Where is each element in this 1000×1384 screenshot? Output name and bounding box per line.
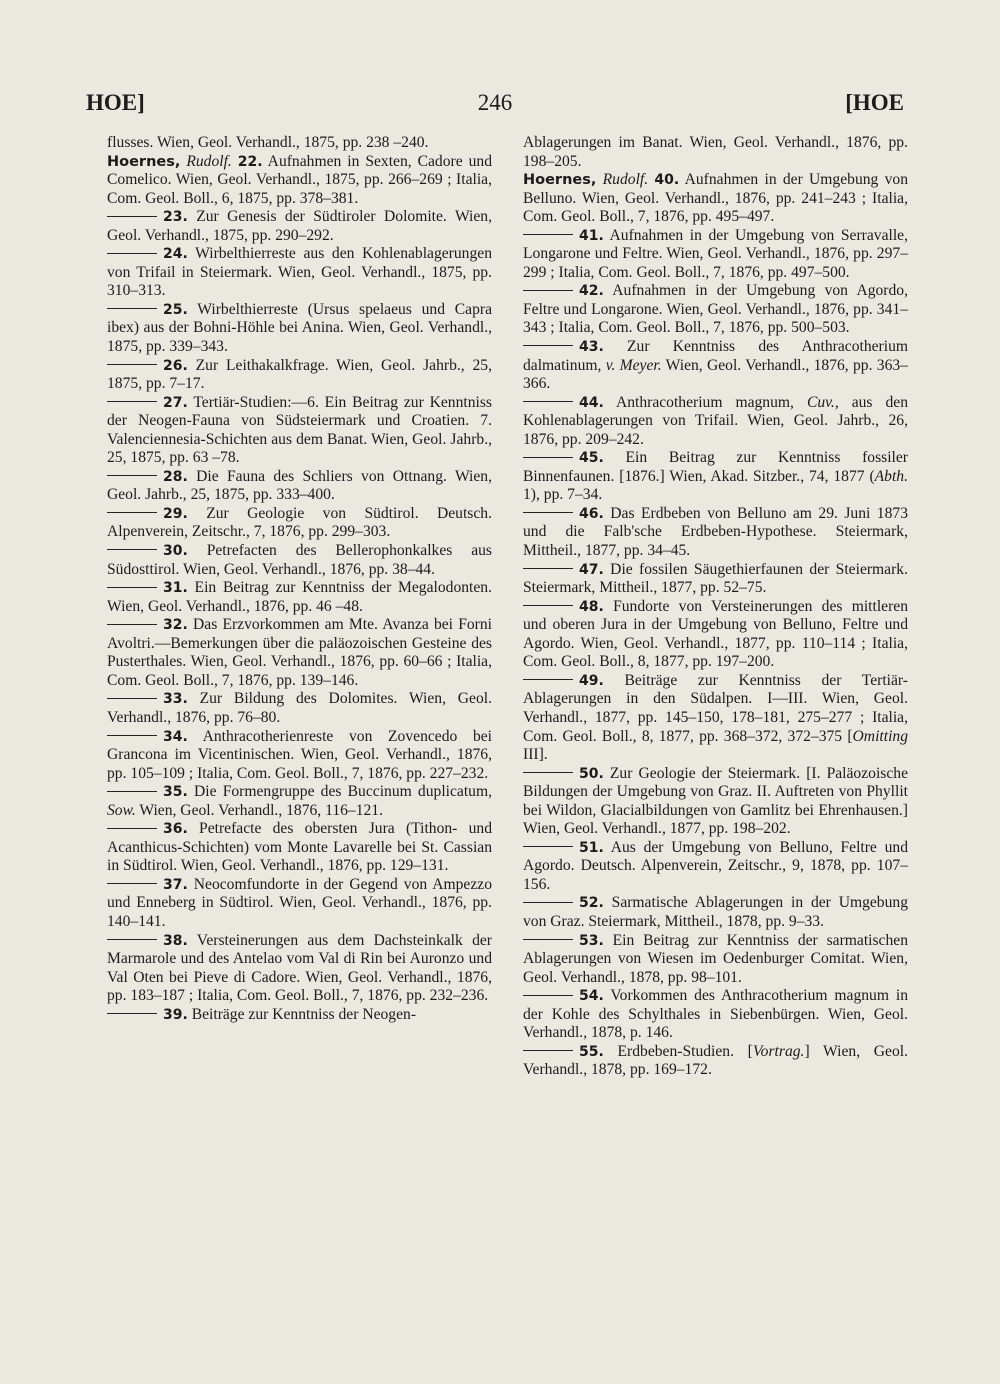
ditto-dash [523,234,573,235]
entry-title: Petrefacten des Bellerophonkalkes aus Südosttirol. Wien, Geol. Verhandl., 1876, pp. 38–44. [107,542,492,578]
entry-number: 47. [579,561,604,578]
ditto-dash [107,401,157,402]
entry-number: 50. [579,765,604,782]
entry-number: 44. [579,394,604,411]
bibliography-entry [523,171,908,227]
entry-number: 24. [163,246,188,263]
entry-title: Versteinerungen aus dem Dachsteinkalk der Marmarole und des Antelao vom Val di Rin bei Auronzo und Val Oten bei Pieve di Cadore. Wien, Geol. Verhandl., 1876, pp. 183–187 ; Italia, Com. Geol. Boll., 7, 1876, pp. 232–236. [107,931,492,1005]
bibliography-entry [523,987,908,1043]
bibliography-entry [523,765,908,839]
entry-title: Beiträge zur Kenntniss der Tertiär-Ablagerungen in den Südalpen. I—III. Wien, Geol. Verhandl., 1877, pp. 145–150, 178–181, 275–277 ; Italia, Com. Geol. Boll., 8, 1877, pp. 368–372, 372–375 [ [523,671,908,745]
bibliography-entry [107,616,492,690]
bibliography-entry [107,728,492,784]
ditto-dash [523,679,573,680]
entry-number: 51. [579,839,604,856]
bibliography-entry [523,932,908,988]
entry-title-rest: ] Wien, Geol. Verhandl., 1878, pp. 169–172. [523,1042,908,1079]
bibliography-entry [523,1043,908,1080]
entry-title-rest: III]. [523,746,548,764]
entry-number: 40. [654,172,680,189]
bibliography-entry [523,338,908,394]
entry-number: 38. [163,932,188,949]
header-left: HOE] [86,90,145,115]
bibliography-entry [107,134,492,153]
entry-title: Anthracotherium magnum, [603,393,807,411]
entry-number: 37. [163,876,188,893]
bibliography-entry [107,208,492,245]
entry-number: 36. [163,821,188,838]
entry-number: 49. [579,672,604,689]
entry-number: 29. [163,505,188,522]
entry-italic: Abth. [874,467,908,485]
entry-title: Zur Geologie der Steiermark. [I. Paläozoische Bildungen der Umgebung von Graz. II. Auftreten von Phyllit bei Wildon, Glacialbildungen von Gamlitz bei Ehrenhausen.] Wien, Geol. Verhandl., 1877, pp. 198–202. [523,764,908,838]
entry-number: 31. [163,580,188,597]
running-header [86,90,904,122]
ditto-dash [523,401,573,402]
bibliography-entry [523,282,908,338]
entry-number: 34. [163,728,188,745]
ditto-dash [107,475,157,476]
ditto-dash [523,995,573,996]
ditto-dash [523,939,573,940]
entry-number: 28. [163,468,188,485]
entry-author-given: Rudolf. [186,152,232,170]
entry-number: 25. [163,301,188,318]
entry-title: Beiträge zur Kenntniss der Neogen- [187,1005,417,1023]
entry-number: 23. [163,209,188,226]
entry-title-rest: Wien, Geol. Verhandl., 1876, pp. 363–366. [523,356,908,393]
ditto-dash [107,791,157,792]
entry-title: Zur Leithakalkfrage. Wien, Geol. Jahrb., 25, 1875, pp. 7–17. [107,356,492,393]
entry-number: 32. [163,617,188,634]
entry-title: Zur Geologie von Südtirol. Deutsch. Alpenverein, Zeitschr., 7, 1876, pp. 299–303. [107,504,492,541]
bibliography-entry [523,505,908,561]
entry-title: Aufnahmen in der Umgebung von Belluno. Wien, Geol. Verhandl., 1876, pp. 241–243 ; Italia, Com. Geol. Boll., 7, 1876, pp. 495–497. [523,171,908,226]
bibliography-entry [107,783,492,820]
entry-italic: Sow. [107,801,136,819]
entry-title: Ein Beitrag zur Kenntniss der Megalodonten. Wien, Geol. Verhandl., 1876, pp. 46 –48. [107,579,492,615]
ditto-dash [523,846,573,847]
entry-title: Die Fauna des Schliers von Ottnang. Wien, Geol. Jahrb., 25, 1875, pp. 333–400. [107,467,492,504]
ditto-dash [107,308,157,309]
ditto-dash [107,698,157,699]
bibliography-entry [523,394,908,450]
entry-number: 54. [579,988,604,1005]
entry-title: Das Erzvorkommen am Mte. Avanza bei Forni Avoltri.—Bemerkungen über die paläozoischen Gesteine des Pusterthales. Wien, Geol. Verhandl., 1876, pp. 60–66 ; Italia, Com. Geol. Boll., 7, 1876, pp. 139–146. [107,616,492,689]
ditto-dash [107,216,157,217]
entry-title: Tertiär-Studien:—6. Ein Beitrag zur Kenntniss der Neogen-Fauna von Südsteiermark und Croatien. 7. Valenciennesia-Schichten aus dem Banat. Wien, Geol. Jahrb., 25, 1875, pp. 63 –78. [107,393,492,467]
entry-title-rest: Wien, Geol. Verhandl., 1876, 116–121. [135,801,384,819]
bibliography-entry [107,153,492,209]
bibliography-entry [523,134,908,171]
entry-number: 45. [579,450,604,467]
entry-number: 35. [163,784,188,801]
entry-title: Aufnahmen in der Umgebung von Agordo, Feltre und Longarone. Wien, Geol. Verhandl., 1876, pp. 341–343 ; Italia, Com. Geol. Boll., 7, 1876, pp. 500–503. [523,282,908,337]
ditto-dash [523,457,573,458]
ditto-dash [523,568,573,569]
bibliography-entry [107,394,492,468]
entry-title-rest: 1), pp. 7–34. [523,486,603,504]
entry-title: Ein Beitrag zur Kenntniss der sarmatischen Ablagerungen von Wiesen im Oedenburger Comitat. Wien, Geol. Verhandl., 1878, pp. 98–101. [523,931,908,986]
entry-number: 27. [163,394,188,411]
bibliography-entry [107,301,492,357]
bibliography-entry [107,690,492,727]
entry-number: 26. [163,357,188,374]
entry-number: 55. [579,1043,604,1060]
entry-author: Hoernes, [523,172,597,189]
ditto-dash [107,883,157,884]
bibliography-entry [107,505,492,542]
entry-title: Die Formengruppe des Buccinum duplicatum, [187,783,492,801]
entry-number: 41. [579,227,604,244]
ditto-dash [107,828,157,829]
entry-title: Aufnahmen in Sexten, Cadore und Comelico. Wien, Geol. Verhandl., 1875, pp. 266–269 ; Italia, Com. Geol. Boll., 6, 1875, pp. 378–381. [107,152,492,207]
ditto-dash [107,512,157,513]
entry-number: 39. [163,1006,188,1023]
ditto-dash [107,549,157,550]
entry-number: 48. [579,598,604,615]
ditto-dash [107,1013,157,1014]
header-right: [HOE [845,90,904,115]
entry-title: Fundorte von Versteinerungen des mittleren und oberen Jura in der Umgebung von Belluno, Feltre und Agordo. Wien, Geol. Verhandl., 1877, pp. 110–114 ; Italia, Com. Geol. Boll., 8, 1877, pp. 197–200. [523,597,908,671]
bibliography-entry [107,1006,492,1025]
ditto-dash [523,345,573,346]
bibliography-entry [107,579,492,616]
bibliography-entry [107,357,492,394]
ditto-dash [107,253,157,254]
bibliography-entry [523,598,908,672]
bibliography-entry [523,894,908,931]
entry-title: Die fossilen Säugethierfaunen der Steiermark. Steiermark, Mittheil., 1877, pp. 52–75. [523,560,908,597]
entry-title: Das Erdbeben von Belluno am 29. Juni 1873 und die Falb'sche Erdbeben-Hypothese. Steiermark, Mittheil., 1877, pp. 34–45. [523,504,908,560]
bibliography-entry [107,245,492,301]
entry-number: 52. [579,895,604,912]
entry-title: Aus der Umgebung von Belluno, Feltre und Agordo. Deutsch. Alpenverein, Zeitschr., 9, 1878, pp. 107–156. [523,838,908,893]
entry-title: Wirbelthierreste (Ursus spelaeus und Capra ibex) aus der Bohni-Höhle bei Anina. Wien, Geol. Verhandl., 1875, pp. 339–343. [107,300,492,356]
entry-title: Wirbelthierreste aus den Kohlenablagerungen von Trifail in Steiermark. Wien, Geol. Verhandl., 1875, pp. 310–313. [107,245,492,300]
ditto-dash [107,364,157,365]
ditto-dash [523,605,573,606]
entry-continuation: flusses. Wien, Geol. Verhandl., 1875, pp. 238 –240. [107,134,429,151]
entry-italic: Omitting [852,727,908,745]
bibliography-entry [523,449,908,505]
bibliography-entry [523,227,908,283]
right-column [523,134,908,1080]
entry-number: 53. [579,932,604,949]
entry-title: Erdbeben-Studien. [ [603,1042,753,1060]
entry-title: Sarmatische Ablagerungen in der Umgebung von Graz. Steiermark, Mittheil., 1878, pp. 9–33. [523,894,908,930]
bibliography-entry [107,876,492,932]
entry-title: Vorkommen des Anthracotherium magnum in der Kohle des Schylthales in Siebenbürgen. Wien, Geol. Verhandl., 1878, p. 146. [523,987,908,1042]
ditto-dash [523,512,573,513]
entry-title: Zur Genesis der Südtiroler Dolomite. Wien, Geol. Verhandl., 1875, pp. 290–292. [107,208,492,244]
entry-title: Petrefacte des obersten Jura (Tithon- und Acanthicus-Schichten) vom Monte Lavarelle bei St. Cassian in Südtirol. Wien, Geol. Verhandl., 1876, pp. 129–131. [107,820,492,875]
entry-title: Ein Beitrag zur Kenntniss fossiler Binnenfaunen. [1876.] Wien, Akad. Sitzber., 74, 1877 ( [523,449,908,485]
entry-title: Aufnahmen in der Umgebung von Serravalle, Longarone und Feltre. Wien, Geol. Verhandl., 1876, pp. 297–299 ; Italia, Com. Geol. Boll., 7, 1876, pp. 497–500. [523,226,908,281]
ditto-dash [523,772,573,773]
bibliography-entry [107,820,492,876]
entry-italic: Vortrag. [752,1042,805,1060]
entry-title: Zur Bildung des Dolomites. Wien, Geol. Verhandl., 1876, pp. 76–80. [107,690,492,726]
entry-number: 46. [579,505,604,522]
bibliography-entry [107,542,492,579]
entry-title-rest: , aus den Kohlenablagerungen von Trifail. Wien, Geol. Jahrb., 26, 1876, pp. 209–242. [523,393,909,448]
ditto-dash [107,735,157,736]
left-column [107,134,492,1024]
entry-continuation: Ablagerungen im Banat. Wien, Geol. Verhandl., 1876, pp. 198–205. [523,134,908,170]
bibliography-entry [523,839,908,895]
bibliography-entry [107,932,492,1006]
ditto-dash [523,902,573,903]
entry-number: 43. [579,339,604,356]
entry-title: Neocomfundorte in der Gegend von Ampezzo und Enneberg in Südtirol. Wien, Geol. Verhandl., 1876, pp. 140–141. [107,875,492,930]
entry-italic: v. Meyer. [605,356,662,374]
page-number: 246 [477,90,513,115]
entry-title: Anthracotherienreste von Zovencedo bei Grancona im Vicentinischen. Wien, Geol. Verhandl., 1876, pp. 105–109 ; Italia, Com. Geol. Boll., 7, 1876, pp. 227–232. [107,727,492,782]
bibliography-entry [523,672,908,765]
entry-number: 30. [163,543,188,560]
entry-author: Hoernes, [107,153,181,170]
bibliography-entry [107,468,492,505]
entry-number: 22. [237,153,263,170]
ditto-dash [107,939,157,940]
entry-italic: Cuv. [806,393,835,411]
entry-author-given: Rudolf. [602,171,649,189]
bibliography-entry [523,561,908,598]
ditto-dash [523,1050,573,1051]
ditto-dash [107,624,157,625]
entry-number: 42. [579,283,604,300]
entry-title: Zur Kenntniss des Anthracotherium dalmatinum, [523,338,908,374]
ditto-dash [523,290,573,291]
entry-number: 33. [163,691,188,708]
ditto-dash [107,587,157,588]
